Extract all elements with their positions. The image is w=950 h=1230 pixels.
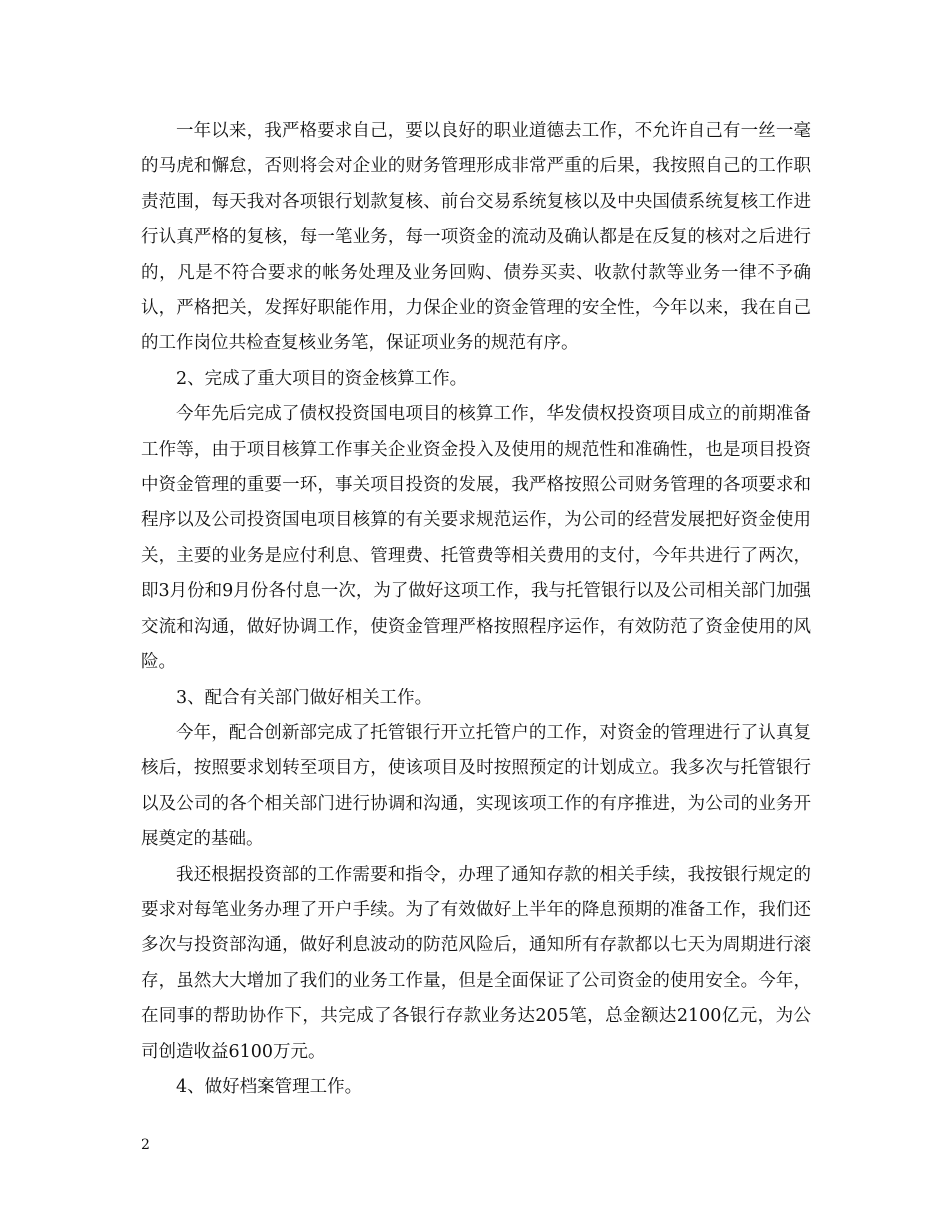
page-number: 2 — [141, 1137, 150, 1153]
paragraph-deposit-notice: 我还根据投资部的工作需要和指令，办理了通知存款的相关手续，我按银行规定的要求对每笔业务办理了开户手续。为了有效做好上半年的降息预期的准备工作，我们还多次与投资部沟通，做好利息波动的防范风险后，通知所有存款都以七天为周期进行滚存，虽然大大增加了我们的业务工作量，但是全面保证了公司资金的使用安全。今年，在同事的帮助协作下，共完成了各银行存款业务达205笔，总金额达2100亿元，为公司创造收益6100万元。 — [141, 864, 811, 1062]
paragraph-cooperation: 今年，配合创新部完成了托管银行开立托管户的工作，对资金的管理进行了认真复核后，按照要求划转至项目方，使该项目及时按照预定的计划成立。我多次与托管银行以及公司的各个相关部门进行协调和沟通，实现该项工作的有序推进，为公司的业务开展奠定的基础。 — [141, 722, 811, 850]
section-heading-4: 4、做好档案管理工作。 — [176, 1076, 363, 1097]
paragraph-project-accounting: 今年先后完成了债权投资国电项目的核算工作，华发债权投资项目成立的前期准备工作等，由于项目核算工作事关企业资金投入及使用的规范性和准确性，也是项目投资中资金管理的重要一环，事关项目投资的发展，我严格按照公司财务管理的各项要求和程序以及公司投资国电项目核算的有关要求规范运作，为公司的经营发展把好资金使用关，主要的业务是应付利息、管理费、托管费等相关费用的支付，今年共进行了两次，即3月份和9月份各付息一次，为了做好这项工作，我与托管银行以及公司相关部门加强交流和沟通，做好协调工作，使资金管理严格按照程序运作，有效防范了资金使用的风险。 — [141, 404, 811, 673]
paragraph-review-duties: 一年以来，我严格要求自己，要以良好的职业道德去工作，不允许自己有一丝一毫的马虎和懈怠，否则将会对企业的财务管理形成非常严重的后果，我按照自己的工作职责范围，每天我对各项银行划款复核、前台交易系统复核以及中央国债系统复核工作进行认真严格的复核，每一笔业务，每一项资金的流动及确认都是在反复的核对之后进行的，凡是不符合要求的帐务处理及业务回购、债券买卖、收款付款等业务一律不予确认，严格把关，发挥好职能作用，力保企业的资金管理的安全性，今年以来，我在自己的工作岗位共检查复核业务笔，保证项业务的规范有序。 — [141, 121, 811, 354]
section-heading-2: 2、完成了重大项目的资金核算工作。 — [176, 368, 468, 389]
document-body — [141, 114, 811, 1105]
section-heading-3: 3、配合有关部门做好相关工作。 — [176, 687, 433, 708]
